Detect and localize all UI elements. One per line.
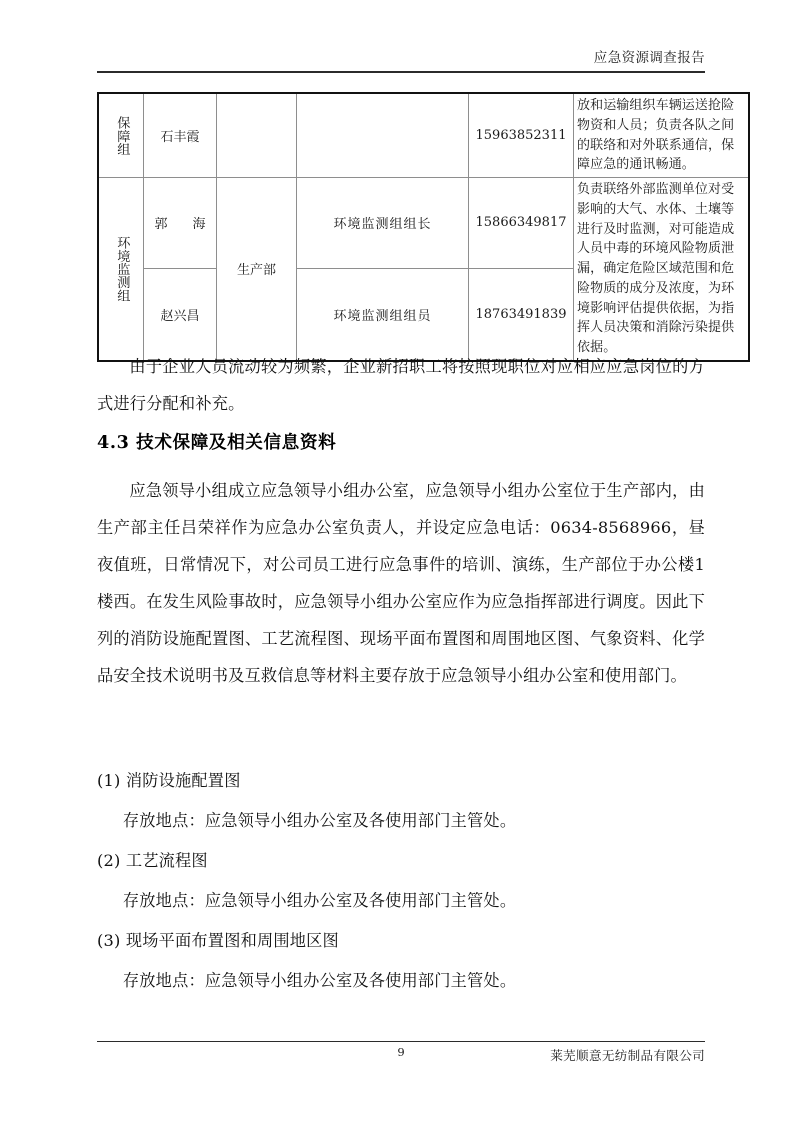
list-item: (2) 工艺流程图 (97, 851, 208, 870)
main-paragraph-block (97, 472, 705, 694)
cell-name: 石丰霞 (144, 93, 217, 178)
cell-dept: 生产部 (217, 178, 297, 361)
intro-paragraph: 由于企业人员流动较为频繁，企业新招职工将按照现职位对应相应应急岗位的方式进行分配和补充。 (97, 357, 705, 413)
material-list (97, 761, 705, 1001)
cell-role (297, 93, 469, 178)
header-rule (97, 71, 705, 73)
list-item-location: 存放地点：应急领导小组办公室及各使用部门主管处。 (122, 971, 517, 990)
table-row (98, 178, 749, 269)
name-text: 郭 海 (154, 217, 212, 233)
page-footer (97, 1041, 705, 1064)
footer-row (97, 1042, 705, 1064)
cell-role: 环境监测组组员 (297, 268, 469, 361)
cell-duty: 放和运输组织车辆运送抢险物资和人员；负责各队之间的联络和对外联系通信，保障应急的通讯畅通。 (574, 93, 750, 178)
page-header (97, 48, 705, 73)
cell-group (98, 93, 144, 178)
group-label-vertical: 保障组 (114, 115, 130, 156)
cell-dept (217, 93, 297, 178)
cell-group (98, 178, 144, 361)
cell-phone: 15963852311 (469, 93, 574, 178)
cell-phone-highlighted: 18763491839 (469, 268, 574, 361)
company-name: 莱芜顺意无纺制品有限公司 (550, 1048, 705, 1063)
list-item-location: 存放地点：应急领导小组办公室及各使用部门主管处。 (122, 811, 517, 830)
cell-name-highlighted: 赵兴昌 (144, 268, 217, 361)
section-heading-block (97, 428, 705, 458)
list-item: (1) 消防设施配置图 (97, 771, 241, 790)
page-number: 9 (397, 1045, 405, 1059)
header-title: 应急资源调查报告 (593, 50, 705, 66)
group-label-vertical: 环境监测组 (114, 235, 130, 302)
cell-name (144, 178, 217, 269)
cell-duty: 负责联络外部监测单位对受影响的大气、水体、土壤等进行及时监测，对可能造成人员中毒的环境风险物质泄漏，确定危险区域范围和危险物质的成分及浓度，为环境影响评估提供依据，为指挥人员决策和消除污染提供依据。 (574, 178, 750, 361)
cell-phone: 15866349817 (469, 178, 574, 269)
section-heading: 4.3 技术保障及相关信息资料 (97, 432, 337, 453)
list-item-location: 存放地点：应急领导小组办公室及各使用部门主管处。 (122, 891, 517, 910)
cell-role: 环境监测组组长 (297, 178, 469, 269)
emergency-roster-table-wrapper (97, 92, 735, 362)
intro-paragraph-block (97, 348, 705, 422)
emergency-roster-table (97, 92, 750, 362)
list-item: (3) 现场平面布置图和周围地区图 (97, 931, 339, 950)
table-row (98, 93, 749, 178)
main-paragraph: 应急领导小组成立应急领导小组办公室，应急领导小组办公室位于生产部内，由生产部主任吕荣祥作为应急办公室负责人，并设定应急电话：0634-8568966，昼夜值班，日常情况下，对公司员工进行应急事件的培训、演练，生产部位于办公楼1楼西。在发生风险事故时，应急领导小组办公室应作为应急指挥部进行调度。因此下列的消防设施配置图、工艺流程图、现场平面布置图和周围地区图、气象资料、化学品安全技术说明书及互救信息等材料主要存放于应急领导小组办公室和使用部门。 (97, 481, 705, 685)
